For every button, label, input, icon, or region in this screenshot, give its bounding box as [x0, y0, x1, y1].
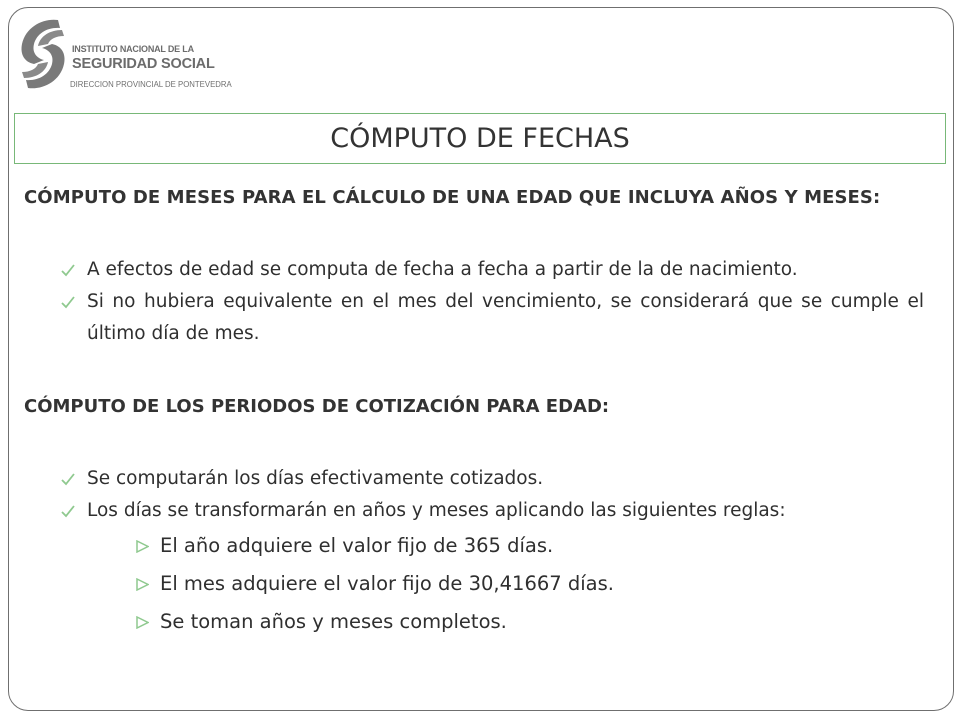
slide-content: [24, 182, 924, 641]
list-item: [24, 286, 924, 350]
arrow-bullet-icon: [136, 540, 149, 553]
list-item-text: Se computarán los días efectivamente cotizados.: [87, 468, 544, 489]
org-subtitle: DIRECCION PROVINCIAL DE PONTEVEDRA: [70, 80, 232, 89]
list-item: [24, 463, 924, 495]
rule-item-text: Se toman años y meses completos.: [160, 610, 507, 633]
slide-title: CÓMPUTO DE FECHAS: [14, 113, 946, 164]
org-name-line1: INSTITUTO NACIONAL DE LA: [72, 44, 194, 54]
header-logo: [14, 14, 254, 104]
checkmark-icon: [61, 472, 75, 486]
rule-item: [24, 565, 924, 603]
section1-heading: CÓMPUTO DE MESES PARA EL CÁLCULO DE UNA EDAD QUE INCLUYA AÑOS Y MESES:: [24, 187, 881, 208]
rule-item: [24, 603, 924, 641]
checkmark-icon: [61, 504, 75, 518]
list-item-text: A efectos de edad se computa de fecha a fecha a partir de la de nacimiento.: [87, 259, 798, 280]
list-item: [24, 495, 924, 527]
section2-heading: CÓMPUTO DE LOS PERIODOS DE COTIZACIÓN PARA EDAD:: [24, 396, 610, 417]
arrow-bullet-icon: [136, 578, 149, 591]
rule-item-text: El año adquiere el valor fijo de 365 días.: [160, 534, 554, 557]
list-item-text: Si no hubiera equivalente en el mes del vencimiento, se considerará que se cumple el último día de mes.: [87, 291, 924, 344]
org-name-line2: SEGURIDAD SOCIAL: [72, 56, 215, 72]
rule-item: [24, 527, 924, 565]
arrow-bullet-icon: [136, 616, 149, 629]
rule-item-text: El mes adquiere el valor fijo de 30,41667 días.: [160, 572, 614, 595]
inss-logo-icon: [14, 14, 74, 94]
list-item-text: Los días se transformarán en años y meses aplicando las siguientes reglas:: [87, 500, 786, 521]
list-item: [24, 254, 924, 286]
checkmark-icon: [61, 295, 75, 309]
checkmark-icon: [61, 263, 75, 277]
